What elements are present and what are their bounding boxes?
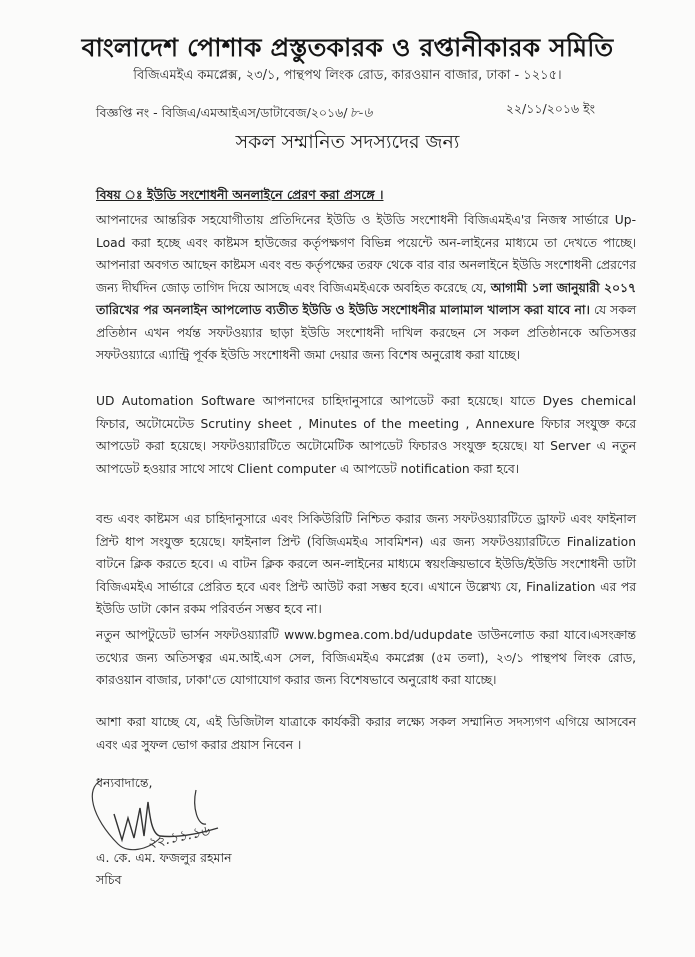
paragraph-online-upload [96, 209, 636, 367]
signer-designation: সচিব [96, 872, 122, 887]
paragraph-download-info: নতুন আপটুডেট ভার্সন সফটওয়্যারটি www.bgmea.com.bd/udupdate ডাউনলোড করা যাবে।এসংক্রান্ত তথ্যের জন্য অতিসত্বর এম.আই.এস সেল, বিজিএমইএ কমপ্লেক্স (৫ম তলা), ২৩/১ পান্থপথ লিংক রোড, কারওয়ান বাজার, ঢাকা'তে যোগাযোগ করার জন্য বিশেষভাবে অনুরোধ করা যাচ্ছে। [96, 628, 636, 687]
handwritten-signature [88, 778, 278, 858]
paragraph-software-update: UD Automation Software আপনাদের চাহিদানুসারে আপডেট করা হয়েছে। যাতে Dyes chemical ফিচার, অটোমেটেড Scrutiny sheet , Minutes of the meeting , Annexure ফিচার সংযুক্ত করে আপডেট করা হয়েছে। সফটওয়্যারটিতে অটোমেটিক আপডেট ফিচারও সংযুক্ত হয়েছে। যা Server এ নতুন আপডেট হওয়ার সাথে সাথে Client computer এ আপডেট notification করা হবে। [96, 394, 636, 476]
notice-heading: সকল সম্মানিত সদস্যদের জন্য [235, 131, 460, 153]
reference-label: বিজ্ঞপ্তি নং - বিজিএ/এমআইএস/ডাটাবেজ/২০১৬/ [96, 105, 348, 120]
organization-address: বিজিএমইএ কমপ্লেক্স, ২৩/১, পান্থপথ লিংক রোড, কারওয়ান বাজার, ঢাকা - ১২১৫। [133, 68, 562, 83]
deadline-notice: আগামী ১লা জানুয়ারী ২০১৭ তারিখের পর অনলাইন আপলোড ব্যতীত ইউডি ও ইউডি সংশোধনীর মালামাল খালাস করা যাবে না। [96, 280, 636, 317]
notice-date: ২২/১১/২০১৬ ইং [505, 101, 595, 116]
signature-tail [195, 790, 206, 824]
reference-number [96, 101, 372, 125]
paragraph-finalization: বন্ড এবং কাষ্টমস এর চাহিদানুসারে এবং সিকিউরিটি নিশ্চিত করার জন্য সফটওয়্যারটিতে ড্রাফট এবং ফাইনাল প্রিন্ট ধাপ সংযুক্ত হয়েছে। ফাইনাল প্রিন্ট (বিজিএমইএ সাবমিশন) এর জন্য সফটওয়্যারটিতে Finalization বাটনে ক্লিক করতে হবে। এ বাটন ক্লিক করলে অন-লাইনের মাধ্যমে স্বয়ংক্রিয়ভাবে ইউডি/ইউডি সংশোধনী ডাটা বিজিএমইএ সার্ভারে প্রেরিত হবে এবং প্রিন্ট আউট করা সম্ভব হবে। এখানে উল্লেখ্য যে, Finalization এর পর ইউডি ডাটা কোন রকম পরিবর্তন সম্ভব হবে না। [96, 512, 636, 616]
paragraph-text: আপনাদের আন্তরিক সহযোগীতায় প্রতিদিনের ইউডি ও ইউডি সংশোধনী বিজিএমইএ'র নিজস্ব সার্ভারে Up-Load করা হচ্ছে এবং কাষ্টমস হাউজের কর্তৃপক্ষগণ বিভিন্ন পয়েন্টে অন-লাইনের মাধ্যমে তা দেখতে পাচ্ছে। আপনারা অবগত আছেন কাষ্টমস এবং বন্ড কর্তৃপক্ষের তরফ থেকে বার বার অনলাইনে ইউডি সংশোধনী প্রেরণের জন্য দীর্ঘদিন জোড় তাগিদ দিয়ে আসছে এবং বিজিএমইএকে অবহিত করেছে যে, [96, 213, 637, 295]
handwritten-reference-number: ৮-৬ [349, 105, 373, 121]
signature-date: ২২.১১.১৬ [145, 823, 211, 852]
notice-subject: বিষয় ঃ ইউডি সংশোধনী অনলাইনে প্রেরণ করা প্রসঙ্গে । [96, 187, 384, 202]
paragraph-text: যে সকল প্রতিষ্ঠান এখন পর্যন্ত সফটওয়্যার ছাড়া ইউডি সংশোধনী দাখিল করছেন সে সকল প্রতিষ্ঠানকে অতিসত্তর সফটওয়্যারে এ্যান্ট্রি পূর্বক ইউডি সংশোধনী জমা দেয়ার জন্য বিশেষ অনুরোধ করা যাচ্ছে। [96, 303, 637, 362]
organization-name: বাংলাদেশ পোশাক প্রস্তুতকারক ও রপ্তানীকারক সমিতি [81, 33, 614, 62]
closing-salutation: ধন্যবাদান্তে, [96, 775, 153, 790]
paragraph-closing-hope: আশা করা যাচ্ছে যে, এই ডিজিটাল যাত্রাকে কার্যকরী করার লক্ষ্যে সকল সম্মানিত সদস্যগণ এগিয়ে আসবেন এবং এর সুফল ভোগ করার প্রয়াস নিবেন । [96, 715, 636, 752]
signer-name: এ. কে. এম. ফজলুর রহমান [96, 850, 232, 865]
